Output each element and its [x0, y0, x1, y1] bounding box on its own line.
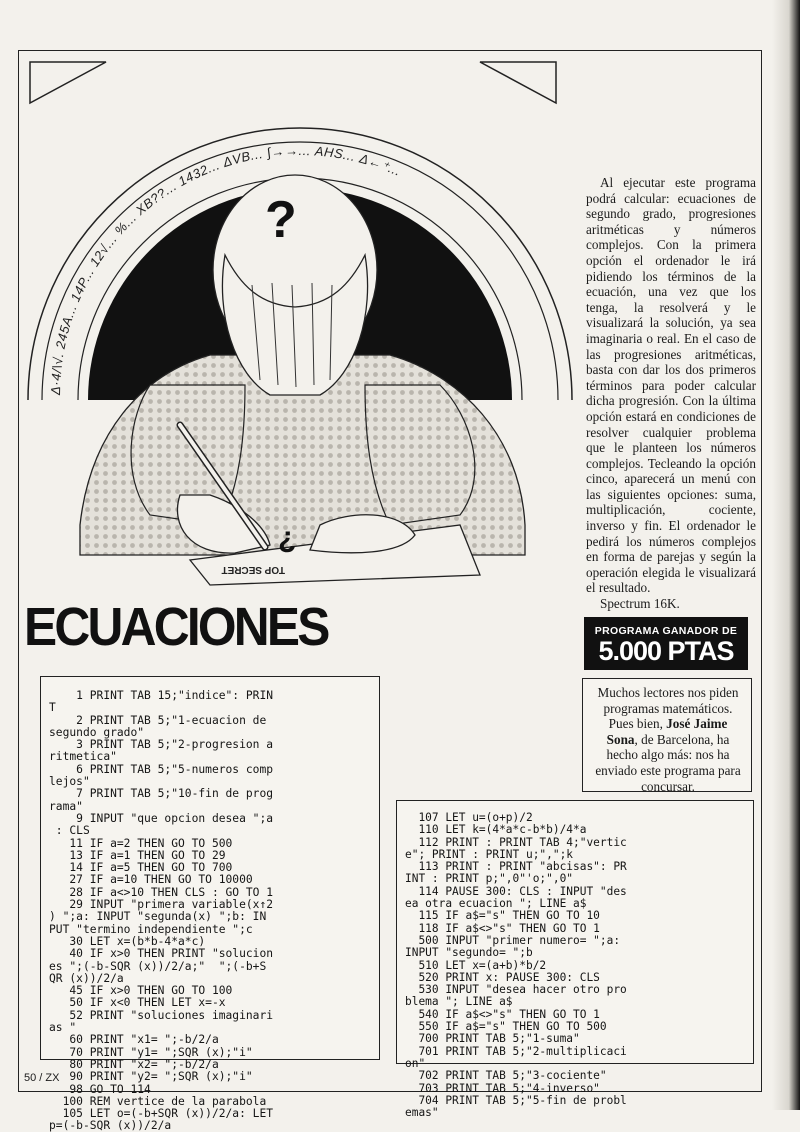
code-line: : CLS — [55, 823, 90, 838]
reader-note-author: José Jaime Sona — [606, 716, 728, 747]
code-line: 100 REM vertice de la parabola — [62, 1093, 267, 1108]
prize-badge-line1: PROGRAMA GANADOR DE — [594, 625, 738, 637]
code-line: rama" — [49, 798, 83, 813]
code-line: 80 PRINT "x2= ";-b/2/a — [69, 1056, 219, 1071]
illustration-thinking-person — [20, 55, 580, 615]
code-line: 9 INPUT "que opcion desea ";a — [76, 810, 274, 825]
code-line: ea otra ecuacion "; LINE a$ — [405, 896, 587, 911]
spec-line: Spectrum 16K. — [600, 596, 680, 612]
code-line: 510 LET x=(a+b)*b/2 — [418, 957, 547, 972]
code-line: INPUT "segundo= ";b — [405, 945, 533, 960]
code-line: 98 GO TO 114 — [69, 1081, 151, 1096]
code-line: 500 INPUT "primer numero= ";a: — [418, 932, 621, 947]
code-line: 30 LET x=(b*b-4*a*c) — [69, 933, 206, 948]
code-line: 3 PRINT TAB 5;"2-progresion a — [76, 737, 274, 752]
code-line: 13 IF a=1 THEN GO TO 29 — [69, 847, 226, 862]
prize-badge — [584, 617, 748, 670]
code-line: 703 PRINT TAB 5;"4-inverso" — [418, 1080, 600, 1095]
code-lines-left — [49, 689, 273, 1132]
code-line: INT : PRINT p;",0"'o;",0" — [405, 871, 574, 886]
code-line: 50 IF x<0 THEN LET x=-x — [69, 995, 226, 1010]
code-line: 11 IF a=2 THEN GO TO 500 — [69, 835, 233, 850]
code-line: segundo grado" — [49, 724, 145, 739]
reader-note-box — [582, 678, 752, 792]
code-line: ) ";a: INPUT "segunda(x) ";b: IN — [49, 909, 267, 924]
code-line: T — [49, 700, 56, 715]
code-line: p=(-b-SQR (x))/2/a — [49, 1118, 172, 1132]
reader-note — [593, 685, 743, 794]
code-line: 540 IF a$<>"s" THEN GO TO 1 — [418, 1006, 600, 1021]
code-line: 520 PRINT x: PAUSE 300: CLS — [418, 969, 600, 984]
code-line: 107 LET u=(o+p)/2 — [418, 810, 533, 824]
code-line: PUT "termino independiente ";c — [49, 921, 253, 936]
code-listing-right — [396, 800, 754, 1120]
article-title: ECUACIONES — [24, 597, 328, 657]
code-line: as " — [49, 1020, 77, 1035]
code-line: 2 PRINT TAB 5;"1-ecuacion de — [76, 712, 267, 727]
code-line: 60 PRINT "x1= ";-b/2/a — [69, 1032, 219, 1047]
code-line: 530 INPUT "desea hacer otro pro — [418, 982, 627, 997]
code-line: blema "; LINE a$ — [405, 994, 513, 1009]
code-line: emas" — [405, 1105, 439, 1120]
question-mark-paper: ¿ — [278, 521, 297, 554]
page-footer: 50 / ZX — [24, 1072, 60, 1084]
code-line: 115 IF a$="s" THEN GO TO 10 — [418, 908, 600, 923]
code-line: 28 IF a<>10 THEN CLS : GO TO 1 — [69, 884, 274, 899]
code-line: 105 LET o=(-b+SQR (x))/2/a: LET — [62, 1106, 274, 1121]
code-line: 112 PRINT : PRINT TAB 4;"vertic — [418, 834, 627, 849]
code-line: 700 PRINT TAB 5;"1-suma" — [418, 1031, 580, 1046]
code-line: e"; PRINT : PRINT u;",";k — [405, 846, 574, 861]
code-line: 110 LET k=(4*a*c-b*b)/4*a — [418, 822, 587, 837]
code-line: es ";(-b-SQR (x))/2/a;" ";(-b+S — [49, 958, 267, 973]
code-line: 52 PRINT "soluciones imaginari — [69, 1007, 274, 1022]
code-line: ritmetica" — [49, 749, 117, 764]
arc-symbols: Δ·4/\√. 245A... 14P... 12√... %... XB??... 1432... ΔVB... ∫→→... AHS... Δ←⁺... — [47, 142, 404, 396]
code-line: 118 IF a$<>"s" THEN GO TO 1 — [418, 920, 600, 935]
code-line: 1 PRINT TAB 15;"indice": PRIN — [76, 688, 274, 702]
code-line: QR (x))/2/a — [49, 970, 124, 985]
code-line: 14 IF a=5 THEN GO TO 700 — [69, 860, 233, 875]
code-line: 29 INPUT "primera variable(x↑2 — [69, 897, 274, 912]
code-line: 7 PRINT TAB 5;"10-fin de prog — [76, 786, 274, 801]
code-line: 6 PRINT TAB 5;"5-numeros comp — [76, 761, 274, 776]
code-line: 40 IF x>0 THEN PRINT "solucion — [69, 946, 274, 961]
code-lines-right — [405, 811, 627, 1118]
code-line: 113 PRINT : PRINT "abcisas": PR — [418, 859, 627, 874]
code-line: lejos" — [49, 774, 90, 789]
question-mark-head: ? — [265, 191, 297, 249]
intro-paragraph — [586, 175, 756, 612]
code-line: 704 PRINT TAB 5;"5-fin de probl — [418, 1092, 627, 1107]
page-edge-strip — [772, 0, 800, 1110]
reader-note-after: , de Barcelona, ha hecho algo más: nos ha enviado este programa para concursar. — [595, 731, 741, 794]
code-line: 114 PAUSE 300: CLS : INPUT "des — [418, 883, 627, 898]
paper-label: TOP SECRET — [221, 564, 285, 575]
code-line: 45 IF x>0 THEN GO TO 100 — [69, 983, 233, 998]
code-line: 702 PRINT TAB 5;"3-cociente" — [418, 1068, 607, 1083]
code-line: 27 IF a=10 THEN GO TO 10000 — [69, 872, 253, 887]
intro-text: Al ejecutar este programa podrá calcular: ecuaciones de segundo grado, progresiones aritméticas y números complejos. Con la primera opción el ordenador le irá pidiendo los términos de la ecuación, una vez que los tenga, la resolverá y le visualizará la solución, ya sea imaginaria o real. En el caso de las progresiones aritméticas, basta con dar los dos primeros términos para poder calcular dicha progresión. Con la última opción estará en condiciones de resolver cualquier problema que le planteen los números complejos. Tecleando la opción cinco, aparecerá un menú con las siguientes opciones: suma, multiplicación, cociente, inverso y fin. El ordenador le pedirá los números complejos en forma de parejas y según la operación elegida le visualizará el resultado. — [586, 175, 756, 596]
reader-note-before: Muchos lectores nos piden programas matemáticos. Pues bien, — [597, 685, 739, 732]
code-line: 90 PRINT "y2= ";SQR (x);"i" — [69, 1069, 253, 1084]
code-line: on" — [405, 1055, 426, 1070]
code-line: 701 PRINT TAB 5;"2-multiplicaci — [418, 1043, 627, 1058]
code-line: 70 PRINT "y1= ";SQR (x);"i" — [69, 1044, 253, 1059]
prize-badge-line2: 5.000 PTAS — [598, 636, 734, 666]
code-line: 550 IF a$="s" THEN GO TO 500 — [418, 1019, 607, 1034]
